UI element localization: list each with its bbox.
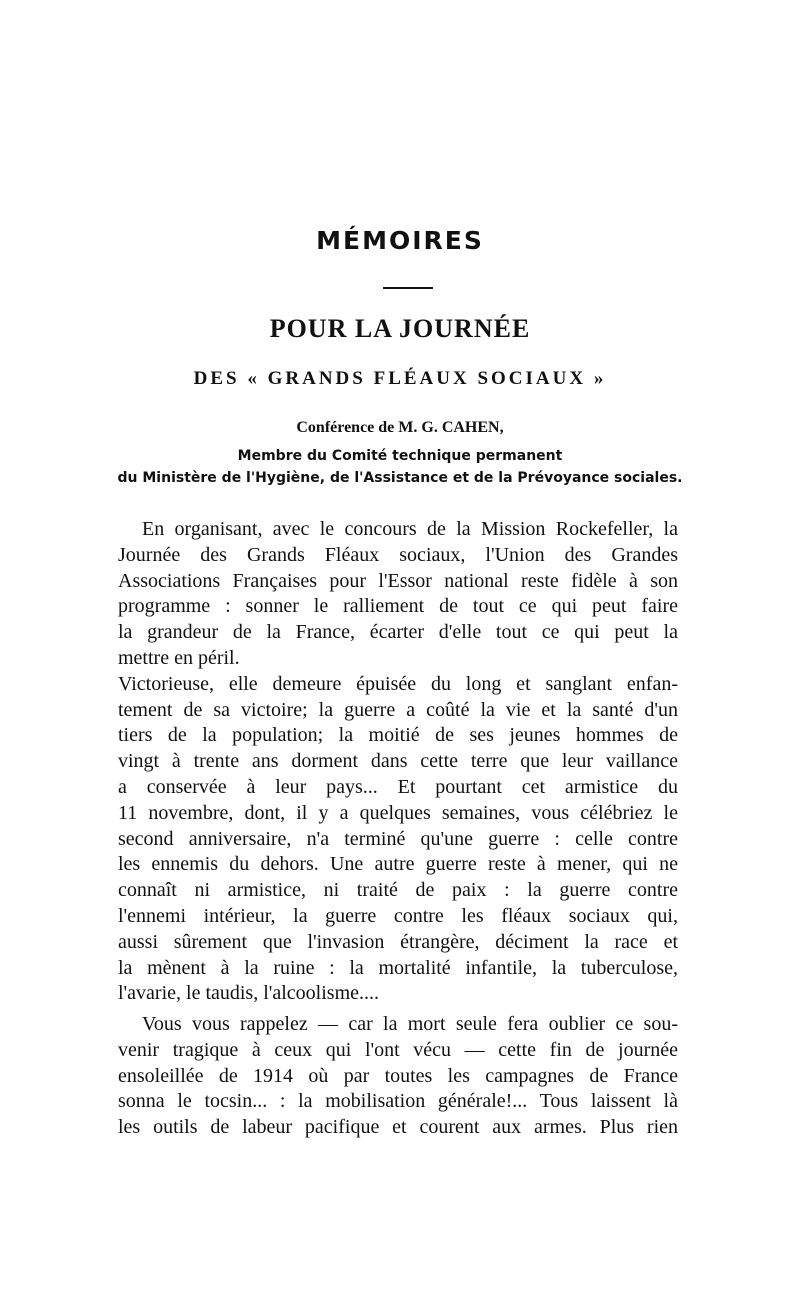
text-line: mettre en péril. [118,646,240,669]
text-line: sonna le tocsin... : la mobilisation générale!... Tous laissent là [118,1090,678,1113]
speaker-byline: Conférence de M. G. CAHEN, [296,419,504,436]
text-line: venir tragique à ceux qui l'ont vécu — cette fin de journée [118,1038,678,1061]
body-paragraph-group [118,517,678,1007]
body-paragraph [118,1012,678,1141]
text-line: second anniversaire, n'a terminé qu'une guerre : celle contre [118,827,678,850]
article-title: POUR LA JOURNÉE [269,314,531,343]
article-subtitle: DES « GRANDS FLÉAUX SOCIAUX » [193,368,607,389]
text-line: l'ennemi intérieur, la guerre contre les fléaux sociaux qui, [118,904,678,927]
text-line: Journée des Grands Fléaux sociaux, l'Union des Grandes [118,543,678,566]
text-line: l'avarie, le taudis, l'alcoolisme.... [118,982,380,1005]
text-line: tiers de la population; la moitié de ses jeunes hommes de [118,724,678,747]
text-line: En organisant, avec le concours de la Mission Rockefeller, la [142,518,678,540]
text-line: la grandeur de la France, écarter d'elle tout ce qui peut la [118,621,678,644]
section-title: MÉMOIRES [316,226,484,255]
text-line: a conservée à leur pays... Et pourtant cet armistice du [118,775,678,798]
text-line: tement de sa victoire; la guerre a coûté la vie et la santé d'un [118,698,678,721]
text-line: les ennemis du dehors. Une autre guerre reste à mener, qui ne [118,853,678,876]
text-line: programme : sonner le ralliement de tout ce qui peut faire [118,595,678,618]
text-line: ensoleillée de 1914 où par toutes les campagnes de France [118,1064,678,1087]
text-line: la mènent à la ruine : la mortalité infantile, la tuberculose, [118,956,678,979]
text-line: Associations Françaises pour l'Essor national reste fidèle à son [118,569,678,592]
title-divider [383,287,433,289]
text-line: 11 novembre, dont, il y a quelques semaines, vous célébriez le [118,801,678,824]
speaker-affiliation-line: Membre du Comité technique permanent [237,448,563,464]
text-line: Victorieuse, elle demeure épuisée du long et sanglant enfan- [118,672,678,695]
text-line: Vous vous rappelez — car la mort seule fera oublier ce sou- [142,1013,678,1035]
text-line: aussi sûrement que l'invasion étrangère, déciment la race et [118,930,678,953]
speaker-affiliation-line: du Ministère de l'Hygiène, de l'Assistance et de la Prévoyance sociales. [117,470,683,486]
text-line: vingt à trente ans dorment dans cette terre que leur vaillance [118,750,678,773]
text-line: connaît ni armistice, ni traité de paix : la guerre contre [118,879,678,902]
text-line: les outils de labeur pacifique et courent aux armes. Plus rien [118,1116,678,1139]
